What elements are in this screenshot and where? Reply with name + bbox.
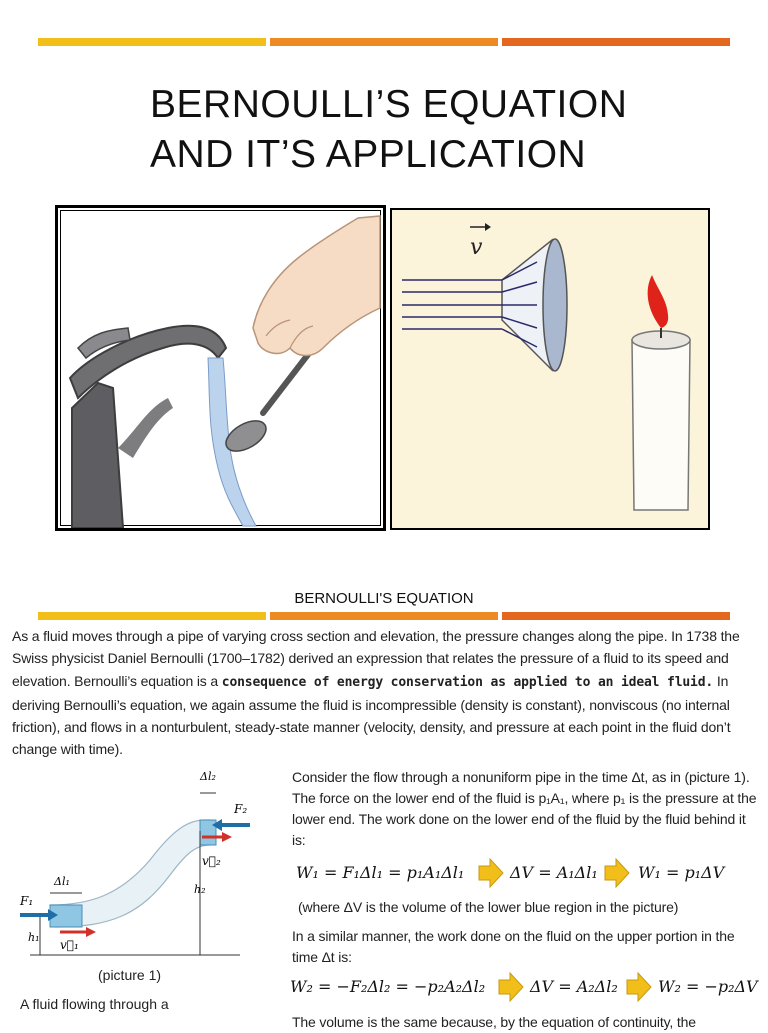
pipe-diagram [10,765,270,965]
arrow-right-icon [626,972,652,1002]
intro-paragraph [12,625,760,761]
section-bar-orange [270,612,498,620]
upper-portion-text: In a similar manner, the work done on the fluid on the upper portion in the time Δt is: [292,928,735,965]
f2-label: F₂ [234,802,248,816]
faucet-spoon-image [55,205,386,531]
equation-2b: ΔV = A₂Δl₂ [530,977,618,996]
velocity-label: v [470,235,483,260]
equation-2a: W₂ = −F₂Δl₂ = −p₂A₂Δl₂ [290,977,486,996]
section-bar-yellow [38,612,266,620]
top-bar-orange [270,38,498,46]
equation-1c: W₁ = p₁ΔV [638,863,725,882]
v2-label: v⃗₂ [202,854,221,868]
title-line-2: AND IT’S APPLICATION [150,133,587,176]
picture-caption: (picture 1) [98,967,162,983]
continuity-text: The volume is the same because, by the equation of continuity, the [292,1014,696,1030]
volume-note: (where ΔV is the volume of the lower blue region in the picture) [298,899,679,915]
h1-label: h₁ [28,931,40,944]
top-bar-yellow [38,38,266,46]
page-title [150,80,627,180]
equation-1b: ΔV = A₁Δl₁ [510,863,598,882]
picture-caption-2: A fluid flowing through a [20,996,169,1012]
section-heading: BERNOULLI'S EQUATION [294,590,474,607]
title-line-1: BERNOULLI’S EQUATION [150,83,628,126]
intro-bold-text: consequence of energy conservation as applied to an ideal fluid. [221,674,714,690]
arrow-right-icon [604,858,630,888]
flow-intro-text: Consider the flow through a nonuniform pipe in the time Δt, as in (picture 1). The force on the lower end of the fluid is p₁A₁, where p₁ is the pressure at the lower end. The work done on the lower end of the fluid by the fluid behind it is: [292,769,757,848]
f1-label: F₁ [20,894,34,908]
equation-1a: W₁ = F₁Δl₁ = p₁A₁Δl₁ [296,863,465,882]
top-bar-dark-orange [502,38,730,46]
v1-label: v⃗₁ [60,938,79,952]
funnel-candle-image [390,208,710,530]
dl2-label: Δl₂ [200,770,216,783]
funnel-candle-drawing [392,210,708,528]
section-bar-dark-orange [502,612,730,620]
arrow-right-icon [478,858,504,888]
dl1-label: Δl₁ [54,875,70,888]
equation-2c: W₂ = −p₂ΔV [658,977,758,996]
intro-text-1: As a fluid moves through a pipe of varying cross section and elevation, the pressure changes along the pipe. In 1738 the Swiss physicist Daniel Bernoulli (1700–1782) derived an expression that relates the pressure of a fluid to its speed and elevation. Bernoulli’s equation is a [12,628,740,689]
h2-label: h₂ [194,883,206,896]
faucet-spoon-drawing [58,208,383,528]
arrow-right-icon [498,972,524,1002]
intro-text-2: In deriving Bernoulli’s equation, we again assume the fluid is incompressible (density is constant), nonviscous (no internal friction), and flows in a nonturbulent, steady-state manner (velocity, density, and pressure at each point in the fluid don’t change with time). [12,672,731,758]
